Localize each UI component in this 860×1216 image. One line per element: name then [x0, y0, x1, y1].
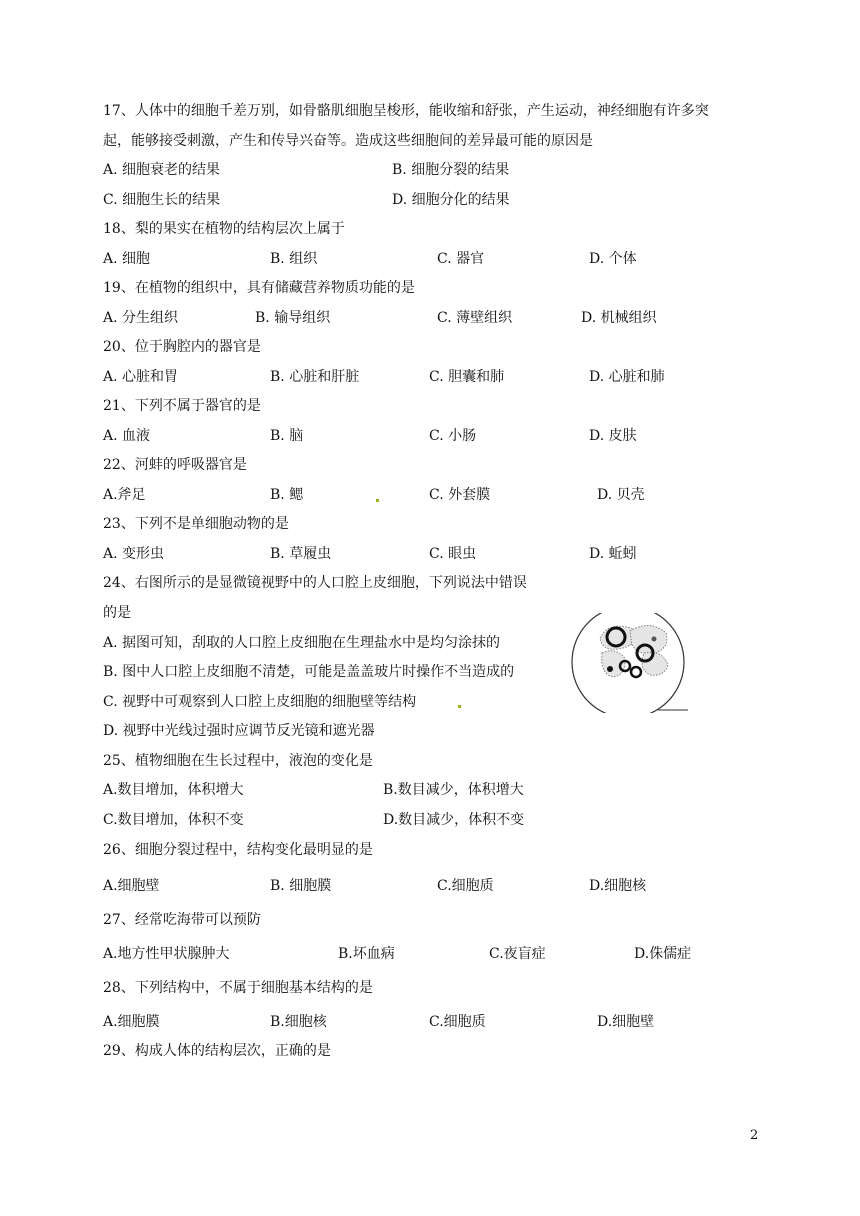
question-17-option-b: B. 细胞分裂的结果 — [392, 162, 510, 178]
question-25-option-b: B.数目减少，体积增大 — [383, 782, 524, 798]
question-26-stem: 26、细胞分裂过程中，结构变化最明显的是 — [103, 842, 373, 858]
question-23-option-a: A. 变形虫 — [103, 546, 165, 562]
epithelial-cell — [630, 625, 667, 654]
question-19-stem: 19、在植物的组织中，具有储藏营养物质功能的是 — [103, 280, 415, 296]
question-25-option-d: D.数目减少，体积不变 — [383, 812, 525, 828]
question-25-stem: 25、植物细胞在生长过程中，液泡的变化是 — [103, 753, 373, 769]
question-26-option-b: B. 细胞膜 — [270, 878, 332, 894]
question-26-option-c: C.细胞质 — [437, 878, 494, 894]
question-17-option-a: A. 细胞衰老的结果 — [103, 162, 221, 178]
page-number: 2 — [750, 1128, 759, 1143]
question-18-stem: 18、梨的果实在植物的结构层次上属于 — [103, 221, 345, 237]
microscope-view-figure — [570, 613, 688, 713]
question-28-stem: 28、下列结构中，不属于细胞基本结构的是 — [103, 980, 373, 996]
question-20-option-a: A. 心脏和胃 — [103, 369, 179, 385]
epithelial-cell — [642, 652, 668, 675]
question-22-option-c: C. 外套膜 — [429, 487, 491, 503]
question-20-stem: 20、位于胸腔内的器官是 — [103, 339, 261, 355]
question-21-option-d: D. 皮肤 — [589, 428, 637, 444]
question-20-option-b: B. 心脏和肝脏 — [270, 369, 360, 385]
cell-nucleus — [607, 666, 613, 672]
question-18-option-c: C. 器官 — [437, 251, 485, 267]
question-24-stem-line1: 24、右图所示的是显微镜视野中的人口腔上皮细胞，下列说法中错误 — [103, 575, 527, 591]
question-21-option-b: B. 脑 — [270, 428, 304, 444]
question-25-option-c: C.数目增加，体积不变 — [103, 812, 244, 828]
question-27-option-a: A.地方性甲状腺肿大 — [103, 946, 230, 962]
question-28-option-d: D.细胞壁 — [597, 1014, 655, 1030]
question-23-option-d: D. 蚯蚓 — [589, 546, 637, 562]
question-23-option-c: C. 眼虫 — [429, 546, 477, 562]
question-24-option-b: B. 图中人口腔上皮细胞不清楚，可能是盖盖玻片时操作不当造成的 — [103, 664, 515, 680]
question-24-stem-line2: 的是 — [103, 605, 131, 621]
question-24-option-a: A. 据图可知，刮取的人口腔上皮细胞在生理盐水中是均匀涂抹的 — [103, 635, 501, 651]
question-19-option-b: B. 输导组织 — [255, 310, 331, 326]
question-27-option-c: C.夜盲症 — [489, 946, 546, 962]
question-24-option-d: D. 视野中光线过强时应调节反光镜和遮光器 — [103, 723, 375, 739]
question-19-option-d: D. 机械组织 — [581, 310, 657, 326]
question-22-option-a: A.斧足 — [103, 487, 146, 503]
question-18-option-d: D. 个体 — [589, 251, 637, 267]
question-20-option-d: D. 心脏和肺 — [589, 369, 665, 385]
question-23-option-b: B. 草履虫 — [270, 546, 332, 562]
question-24-option-c: C. 视野中可观察到人口腔上皮细胞的细胞壁等结构 — [103, 694, 417, 710]
question-26-option-a: A.细胞壁 — [103, 878, 160, 894]
question-22-option-d: D. 贝壳 — [597, 487, 645, 503]
cell-nucleus — [652, 637, 657, 642]
question-28-option-c: C.细胞质 — [429, 1014, 486, 1030]
question-19-option-a: A. 分生组织 — [103, 310, 179, 326]
stray-mark-dot — [458, 705, 461, 708]
air-bubble — [631, 667, 641, 677]
question-21-stem: 21、下列不属于器官的是 — [103, 398, 261, 414]
question-23-stem: 23、下列不是单细胞动物的是 — [103, 516, 289, 532]
question-22-stem: 22、河蚌的呼吸器官是 — [103, 457, 247, 473]
question-27-option-b: B.坏血病 — [338, 946, 395, 962]
stray-mark-dot — [376, 499, 379, 502]
question-25-option-a: A.数目增加，体积增大 — [103, 782, 244, 798]
question-27-stem: 27、经常吃海带可以预防 — [103, 912, 261, 928]
question-26-option-d: D.细胞核 — [589, 878, 647, 894]
question-17-stem-line1: 17、人体中的细胞千差万别，如骨骼肌细胞呈梭形，能收缩和舒张，产生运动，神经细胞有许多突 — [103, 103, 709, 119]
question-22-option-b: B. 鳃 — [270, 487, 304, 503]
question-27-option-d: D.侏儒症 — [634, 946, 692, 962]
question-19-option-c: C. 薄壁组织 — [437, 310, 513, 326]
question-21-option-a: A. 血液 — [103, 428, 151, 444]
question-18-option-b: B. 组织 — [270, 251, 318, 267]
question-20-option-c: C. 胆囊和肺 — [429, 369, 505, 385]
question-17-stem-line2: 起，能够接受刺激，产生和传导兴奋等。造成这些细胞间的差异最可能的原因是 — [103, 133, 593, 149]
question-28-option-a: A.细胞膜 — [103, 1014, 160, 1030]
question-17-option-c: C. 细胞生长的结果 — [103, 192, 221, 208]
question-28-option-b: B.细胞核 — [270, 1014, 327, 1030]
question-18-option-a: A. 细胞 — [103, 251, 151, 267]
question-21-option-c: C. 小肠 — [429, 428, 477, 444]
question-17-option-d: D. 细胞分化的结果 — [392, 192, 510, 208]
question-29-stem: 29、构成人体的结构层次，正确的是 — [103, 1043, 331, 1059]
